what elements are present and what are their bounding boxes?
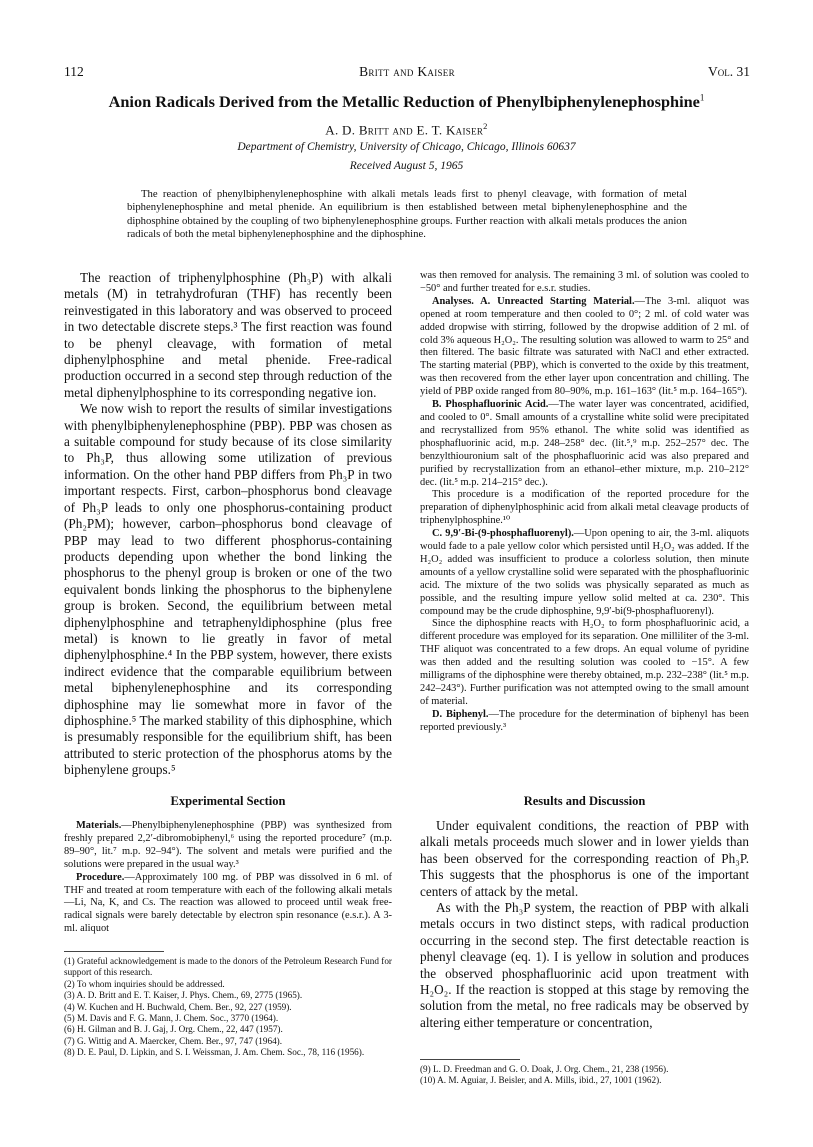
footnote-4: (4) W. Kuchen and H. Buchwald, Chem. Ber., 92, 227 (1959).: [64, 1001, 292, 1012]
footnote-rule-right: [420, 1059, 520, 1060]
page-number: 112: [64, 64, 84, 79]
continuation-paragraph: was then removed for analysis. The remaining 3 ml. of solution was cooled to −50° and further treated for e.s.r. studies.: [420, 270, 749, 294]
analyses-b-paragraph: [420, 399, 749, 489]
footnote-7: (7) G. Wittig and A. Maercker, Chem. Ber., 97, 747 (1964).: [64, 1035, 283, 1046]
results-paragraph-1: Under equivalent conditions, the reaction of PBP with alkali metals proceeds much slower and in lower yields than has been observed for the corresponding reaction of Ph₃P. This suggests that the phosphorus is one of the important centers of attack by the metal.: [420, 818, 749, 899]
right-column-experimental: [420, 270, 749, 735]
footnote-3: (3) A. D. Britt and E. T. Kaiser, J. Phys. Chem., 69, 2775 (1965).: [64, 990, 303, 1001]
volume-label: Vol. 31: [708, 64, 750, 79]
experimental-heading: Experimental Section: [170, 794, 286, 808]
b-lead: B. Phosphafluorinic Acid.: [432, 399, 549, 411]
right-column-results: [420, 794, 749, 1031]
procedure-text: —Approximately 100 mg. of PBP was dissolved in 6 ml. of THF and treated at room temperature with each of the following alkali metals—Li, Na, K, and Cs. The reaction was allowed to proceed until weak free-radical signals were barely detectable by electron spin resonance (e.s.r.). A 3-ml. aliquot: [64, 871, 392, 935]
running-authors: Britt and Kaiser: [359, 64, 455, 79]
footnote-8: (8) D. E. Paul, D. Lipkin, and S. I. Weissman, J. Am. Chem. Soc., 78, 116 (1956).: [64, 1047, 365, 1058]
title-text: Anion Radicals Derived from the Metallic Reduction of Phenylbiphenylenephosphine: [108, 92, 700, 111]
footnote-10: (10) A. M. Aguiar, J. Beisler, and A. Mills, ibid., 27, 1001 (1962).: [420, 1075, 662, 1086]
received-date: Received August 5, 1965: [349, 160, 464, 172]
affiliation: Department of Chemistry, University of Chicago, Chicago, Illinois 60637: [237, 141, 576, 153]
running-head: [64, 64, 750, 80]
procedure-paragraph: [64, 872, 392, 937]
left-footnotes: [64, 951, 392, 1059]
footnote-1: (1) Grateful acknowledgement is made to the donors of the Petroleum Research Fund for support of this research.: [64, 956, 392, 978]
materials-lead: Materials.: [76, 820, 122, 831]
analyses-lead: Analyses. A. Unreacted Starting Material.: [432, 295, 635, 307]
materials-text: —Phenylbiphenylenephosphine (PBP) was synthesized from freshly prepared 2,2′-dibromobiphenyl,⁶ using the reported procedure⁷ (m.p. 89–90°, lit.⁷ m.p. 92–94°). The solvent and metals were purified and the solutions were prepared in the usual way.³: [64, 820, 392, 870]
right-footnotes: [420, 1059, 749, 1087]
author-footnote-mark: 2: [483, 121, 488, 131]
d-text: —The procedure for the determination of biphenyl has been reported previously.³: [420, 708, 749, 733]
analyses-a-paragraph: [420, 296, 749, 399]
c-note-paragraph: Since the diphosphine reacts with H₂O₂ to form phosphafluorinic acid, a different procedure was employed for its separation. One milliliter of the 3-ml. THF aliquot was concentrated to a few drops. An equal volume of pyridine was then added and the resulting solution was cooled to −15°. A few milligrams of the diphosphine were thereby obtained, m.p. 232–238° (lit.⁵ m.p. 242–243°). Further purification was not attempted owing to the small amount of material.: [420, 618, 749, 707]
title-footnote-mark: 1: [699, 92, 705, 103]
b-note-paragraph: This procedure is a modification of the reported procedure for the preparation of diphenylphosphinic acid from alkali metal cleavage products of triphenylphosphine.¹⁰: [420, 489, 749, 527]
left-column-experimental: [64, 794, 392, 936]
intro-paragraph-1: The reaction of triphenylphosphine (Ph₃P) with alkali metals (M) in tetrahydrofuran (THF) has recently been reinvestigated in this laboratory and was observed to proceed in two detectable discrete steps.³ The first reaction was found to be phenyl cleavage, with formation of metal diphenylphosphine and metal phenide. Free-radical production occurred in a second step through reduction of the metal diphenylphosphine to its corresponding negative ion.: [64, 270, 392, 400]
analyses-d-paragraph: [420, 709, 749, 735]
b-text: —The water layer was concentrated, acidified, and cooled to 0°. Small amounts of a crystalline white solid were precipitated and recrystallized from 95% ethanol. The white solid was identified as phosphafluorinic acid, m.p. 248–258° dec. (lit.⁵,⁹ m.p. 252–257° dec. The benzylthiouronium salt of the phosphafluorinic acid was also prepared and purified by recrystallization from an ethanol–ether mixture, m.p. 210–212° dec. (lit.⁵ m.p. 214–215° dec.).: [420, 399, 749, 488]
analyses-text: —The 3-ml. aliquot was opened at room temperature and then cooled to 0°; 2 ml. of cold water was added dropwise with stirring, followed by the dropwise addition of 2 ml. of cold 3% aqueous H₂O₂. The resulting solution was allowed to warm to 25° and then filtered. The basic filtrate was saturated with NaCl and ether extracted. The starting material (PBP), which is converted to the oxide by this treatment, was then recovered from the ether layer upon concentration and chilling. The yield of PBP oxide ranged from 80–90%, m.p. 161–163° (lit.⁵ m.p. 164–165°).: [420, 295, 750, 398]
article-title: [40, 92, 773, 112]
d-lead: D. Biphenyl.: [432, 708, 489, 720]
footnote-2: (2) To whom inquiries should be addressed.: [64, 978, 225, 989]
analyses-c-paragraph: [420, 528, 749, 618]
authors-text: A. D. Britt and E. T. Kaiser: [325, 122, 484, 138]
c-lead: C. 9,9′-Bi-(9-phosphafluorenyl).: [432, 528, 574, 540]
footnote-rule: [64, 951, 164, 952]
intro-paragraph-2: We now wish to report the results of similar investigations with phenylbiphenylenephosphine (PBP). PBP was chosen as a suitable compound for study because of its close similarity to Ph₃P, thus allowing some utilization of previous information. On the other hand PBP differs from Ph₃P in two important respects. First, carbon–phosphorus bond cleavage of Ph₃P leads to only one phosphorus-containing product (Ph₂PM); however, carbon–phosphorus bond cleavage of PBP may lead to two different phosphorus-containing products depending upon whether the bond linking the phosphorus to the phenyl group is broken or one of the two equivalent bonds linking the phosphorus to the biphenylene group is broken. Second, the equilibrium between metal diphenylphosphine and tetraphenyldiphosphine (plus free metal) is known to lie greatly in favor of metal diphenylphosphine.⁴ In the PBP system, however, there exists indirect evidence that the comparable equilibrium between metal biphenylenephosphine and its corresponding diphosphine may lie somewhat more in favor of the diphosphine.⁵ The marked stability of this diphosphine, which is presumably responsible for the equilibrium shift, has been attributed to steric protection of the phosphorus atoms by the biphenylene groups.⁵: [64, 401, 392, 778]
abstract: The reaction of phenylbiphenylenephosphine with alkali metals leads first to phenyl cleavage, with formation of metal biphenylenephosphine and metal phenide. An equilibrium is then established between metal biphenylenephosphine and the diphosphine obtained by the coupling of two biphenylenephosphine groups. Further reaction with alkali metals produces the anion radicals of both the metal biphenylenephosphine and the diphosphine.: [127, 188, 687, 240]
c-text: —Upon opening to air, the 3-ml. aliquots would fade to a pale yellow color which persisted until H₂O₂ was added. If the H₂O₂ added was insufficient to produce a colorless solution, then minute amounts of a yellow crystalline solid were separated with the phosphafluorinic acid. The mixture of the two solids was physically separated as much as possible, and the resulting impure yellow solid melted at ca. 230°. This compound may be the crude diphosphine, 9,9′-bi(9-phosphafluorenyl).: [420, 528, 749, 617]
footnote-6: (6) H. Gilman and B. J. Gaj, J. Org. Chem., 22, 447 (1957).: [64, 1024, 283, 1035]
footnote-9: (9) L. D. Freedman and G. O. Doak, J. Org. Chem., 21, 238 (1956).: [420, 1064, 669, 1074]
materials-paragraph: [64, 820, 392, 872]
results-heading: Results and Discussion: [523, 794, 646, 808]
article-authors: [0, 121, 813, 138]
results-paragraph-2: As with the Ph₃P system, the reaction of PBP with alkali metals occurs in two distinct steps, with radical production occurring in the second step. The first detectable reaction is phenyl cleavage (eq. 1). I is yellow in solution and produces the observed phosphafluorinic acid upon treatment with H₂O₂. If the reaction is stopped at this stage by removing the solution from the metal, no free radicals may be observed by altering either temperature or concentration,: [420, 900, 749, 1030]
footnote-5: (5) M. Davis and F. G. Mann, J. Chem. Soc., 3770 (1964).: [64, 1013, 279, 1024]
procedure-lead: Procedure.: [76, 871, 125, 883]
left-column-body: [64, 270, 392, 779]
